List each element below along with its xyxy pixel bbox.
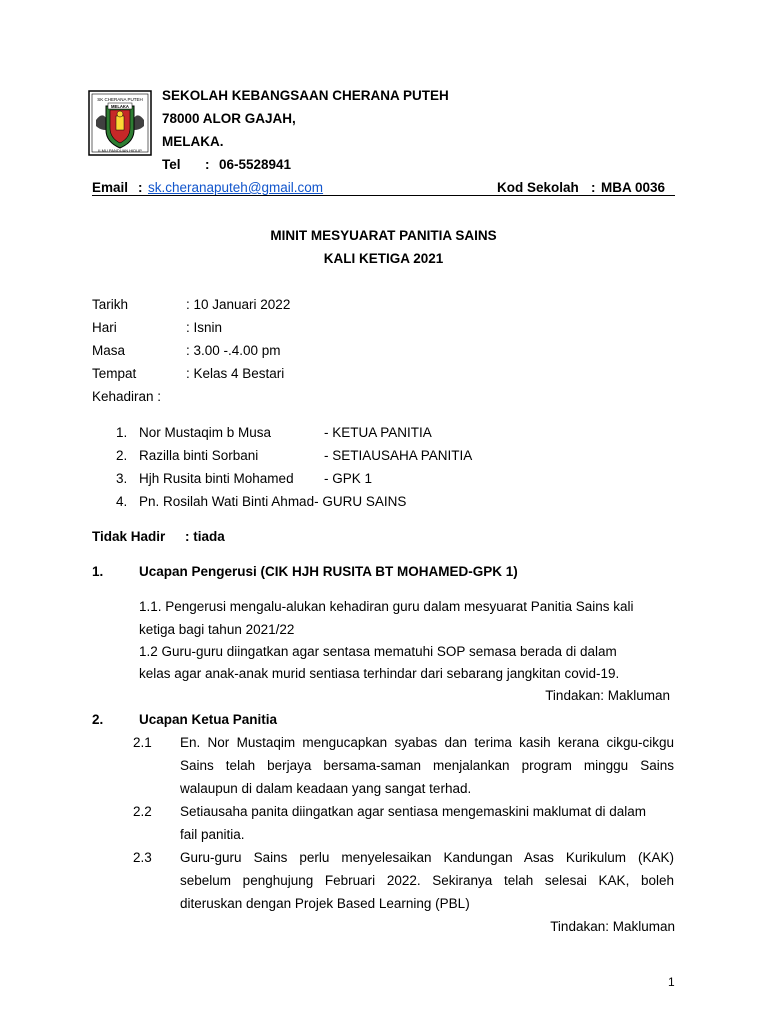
attendee-role: - SETIAUSAHA PANITIA — [324, 448, 473, 463]
school-code-label: Kod Sekolah — [497, 180, 579, 195]
info-label: Hari — [92, 320, 117, 335]
info-value: : Isnin — [186, 320, 223, 335]
attendee-role: - KETUA PANITIA — [324, 425, 432, 440]
absent-value: : tiada — [185, 529, 225, 544]
info-value: : Kelas 4 Bestari — [186, 366, 285, 381]
school-code-separator: : — [591, 180, 596, 195]
item-line: sebelum penghujung Februari 2022. Sekiranya telah selesai KAK, boleh — [180, 873, 674, 888]
section-2-number: 2. — [92, 712, 104, 727]
section-1-number: 1. — [92, 564, 104, 579]
info-label: Tempat — [92, 366, 137, 381]
email-separator: : — [138, 180, 143, 195]
info-label: Tarikh — [92, 297, 129, 312]
document-title: MINIT MESYUARAT PANITIA SAINS — [270, 228, 497, 243]
tel-separator: : — [205, 157, 210, 172]
item-line: Setiausaha panita diingatkan agar sentiasa mengemaskini maklumat di dalam — [180, 804, 647, 819]
school-logo — [88, 90, 152, 156]
item-line: diteruskan dengan Projek Based Learning (PBL) — [180, 896, 470, 911]
absent-label: Tidak Hadir — [92, 529, 166, 544]
section-1-title: Ucapan Pengerusi (CIK HJH RUSITA BT MOHAMED-GPK 1) — [139, 564, 518, 579]
email-label: Email — [92, 180, 129, 195]
email-link[interactable]: sk.cheranaputeh@gmail.com — [148, 180, 324, 195]
item-line: En. Nor Mustaqim mengucapkan syabas dan terima kasih kerana cikgu-cikgu — [180, 735, 674, 750]
section-1-para-1-line-2: ketiga bagi tahun 2021/22 — [139, 622, 295, 637]
section-1-para-1-line-1: 1.1. Pengerusi mengalu-alukan kehadiran guru dalam mesyuarat Panitia Sains kali — [139, 599, 634, 614]
info-value: : 10 Januari 2022 — [186, 297, 291, 312]
item-line: Guru-guru Sains perlu menyelesaikan Kandungan Asas Kurikulum (KAK) — [180, 850, 674, 865]
attendance-label: Kehadiran : — [92, 389, 162, 404]
document-subtitle: KALI KETIGA 2021 — [323, 251, 444, 266]
attendee-number: 1. — [116, 425, 128, 440]
logo-top-text: SK CHERANA PUTEH — [97, 97, 143, 102]
header-divider — [92, 195, 675, 196]
item-number: 2.2 — [133, 804, 152, 819]
address-line-2: MELAKA. — [162, 134, 224, 149]
attendee-name: Nor Mustaqim b Musa — [139, 425, 272, 440]
section-1-para-2-line-1: 1.2 Guru-guru diingatkan agar sentasa mematuhi SOP semasa berada di dalam — [139, 644, 617, 659]
info-label: Masa — [92, 343, 126, 358]
item-line: Sains telah berjaya bersama-saman menjalankan program minggu Sains — [180, 758, 674, 773]
school-name: SEKOLAH KEBANGSAAN CHERANA PUTEH — [162, 88, 449, 103]
attendee-number: 2. — [116, 448, 128, 463]
logo-bottom-text: ILMU PANDUAN HIDUP — [98, 148, 142, 153]
tel-label: Tel — [162, 157, 181, 172]
logo-banner-text: MELAKA — [111, 103, 129, 109]
attendee-name: Razilla binti Sorbani — [139, 448, 259, 463]
attendee-number: 3. — [116, 471, 128, 486]
attendee-number: 4. — [116, 494, 128, 509]
attendee-name: Hjh Rusita binti Mohamed — [139, 471, 294, 486]
school-code-value: MBA 0036 — [601, 180, 666, 195]
attendee-name: Pn. Rosilah Wati Binti Ahmad- GURU SAINS — [139, 494, 407, 509]
item-line: fail panitia. — [180, 827, 245, 842]
section-2-action: Tindakan: Makluman — [550, 919, 675, 934]
tel-value: 06-5528941 — [219, 157, 292, 172]
item-number: 2.1 — [133, 735, 152, 750]
section-1-action: Tindakan: Makluman — [545, 688, 670, 703]
item-number: 2.3 — [133, 850, 152, 865]
item-line: walaupun di dalam keadaan yang sangat terhad. — [180, 781, 472, 796]
info-value: : 3.00 -.4.00 pm — [186, 343, 281, 358]
section-1-para-2-line-2: kelas agar anak-anak murid sentiasa terhindar dari sebarang jangkitan covid-19. — [139, 666, 620, 681]
page-number: 1 — [668, 975, 675, 989]
address-line-1: 78000 ALOR GAJAH, — [162, 111, 296, 126]
attendee-role: - GPK 1 — [324, 471, 373, 486]
section-2-title: Ucapan Ketua Panitia — [139, 712, 278, 727]
